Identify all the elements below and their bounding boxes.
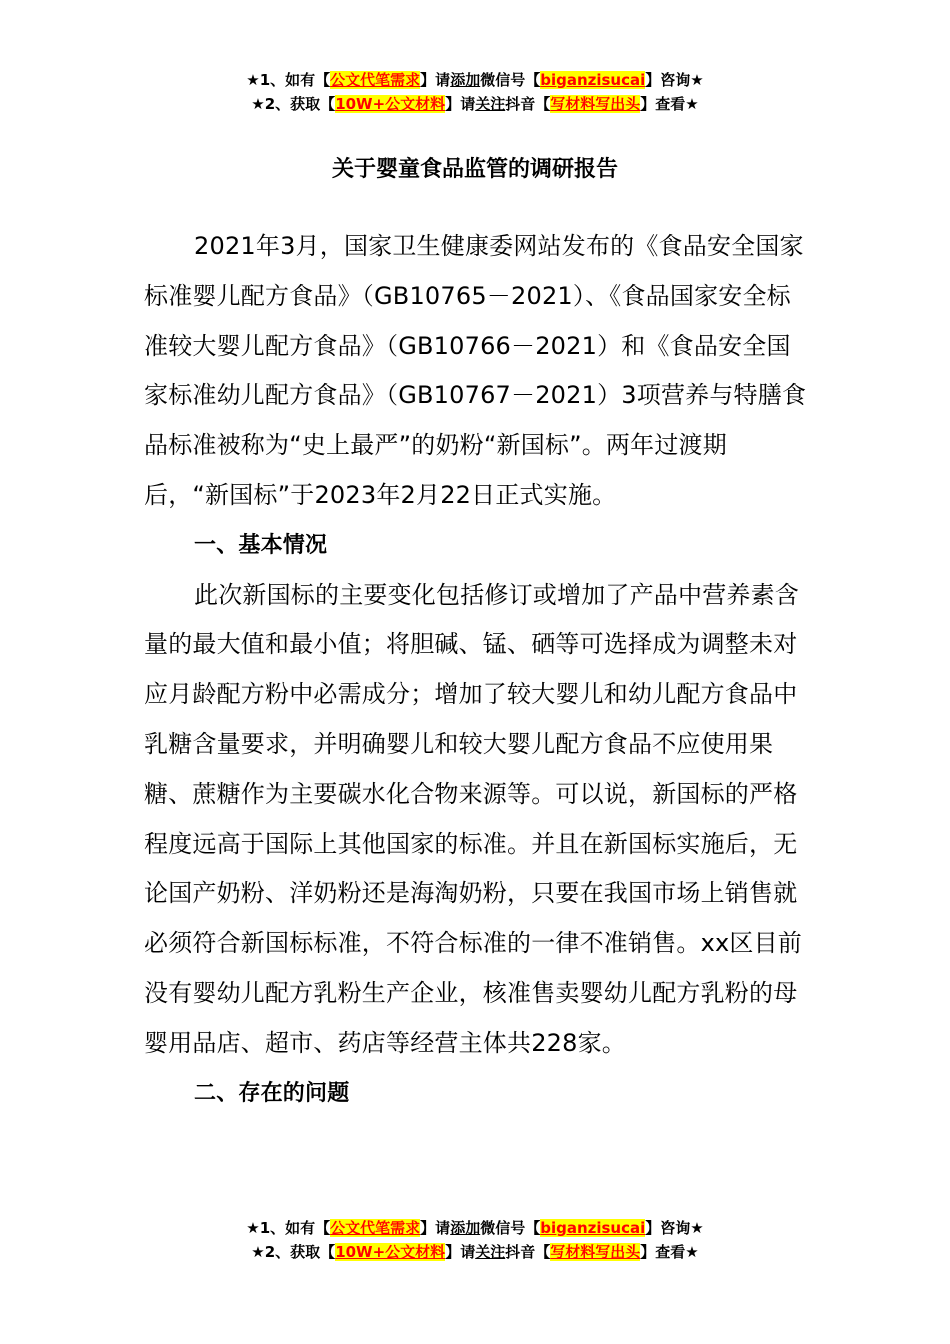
promo-text: 】咨询★ (645, 1219, 704, 1237)
paragraph-intro: 2021年3月，国家卫生健康委网站发布的《食品安全国家标准婴儿配方食品》（GB10765－2021）、《食品国家安全标准较大婴儿配方食品》（GB10766－2021）和《食品安全国家标准幼儿配方食品》（GB10767－2021）3项营养与特膳食品标准被称为“史上最严”的奶粉“新国标”。两年过渡期后，“新国标”于2023年2月22日正式实施。 (144, 232, 807, 509)
promo-text: 】咨询★ (645, 71, 704, 89)
promo-text: 】查看★ (640, 1243, 699, 1261)
douyin-id-highlight: 写材料写出头 (550, 1243, 641, 1261)
promo-line-1 (0, 68, 950, 92)
promo-text: 抖音【 (505, 1243, 551, 1261)
promo-line-1 (0, 1216, 950, 1240)
promo-text: 】请 (445, 95, 476, 113)
document-body (144, 222, 808, 1118)
promo-line-2 (0, 1240, 950, 1264)
promo-text: 抖音【 (505, 95, 551, 113)
promo-highlight: 10W+公文材料 (335, 95, 446, 113)
promo-text: 微信号【 (480, 71, 541, 89)
promo-text: ★2、获取【 (251, 95, 336, 113)
section-heading-problems: 二、存在的问题 (194, 1080, 350, 1106)
promo-underline: 添加 (450, 71, 481, 89)
promo-underline: 关注 (475, 1243, 506, 1261)
promo-text: 】请 (445, 1243, 476, 1261)
promo-banner-top (0, 68, 950, 116)
promo-text: 】查看★ (640, 95, 699, 113)
promo-line-2 (0, 92, 950, 116)
promo-text: 】请 (420, 1219, 451, 1237)
promo-underline: 关注 (475, 95, 506, 113)
paragraph-basic-situation: 此次新国标的主要变化包括修订或增加了产品中营养素含量的最大值和最小值；将胆碱、锰、硒等可选择成为调整未对应月龄配方粉中必需成分；增加了较大婴儿和幼儿配方食品中乳糖含量要求，并明确婴儿和较大婴儿配方食品不应使用果糖、蔗糖作为主要碳水化合物来源等。可以说，新国标的严格程度远高于国际上其他国家的标准。并且在新国标实施后，无论国产奶粉、洋奶粉还是海淘奶粉，只要在我国市场上销售就必须符合新国标标准，不符合标准的一律不准销售。xx区目前没有婴幼儿配方乳粉生产企业，核准售卖婴幼儿配方乳粉的母婴用品店、超市、药店等经营主体共228家。 (144, 580, 803, 1057)
promo-text: ★1、如有【 (246, 71, 331, 89)
promo-highlight: 公文代笔需求 (330, 71, 421, 89)
promo-highlight: 10W+公文材料 (335, 1243, 446, 1261)
wechat-id-highlight: biganzisucai (540, 71, 646, 89)
promo-text: ★1、如有【 (246, 1219, 331, 1237)
promo-banner-bottom (0, 1216, 950, 1264)
promo-text: 微信号【 (480, 1219, 541, 1237)
document-title: 关于婴童食品监管的调研报告 (331, 157, 618, 182)
wechat-id-highlight: biganzisucai (540, 1219, 646, 1237)
section-heading-basic: 一、基本情况 (194, 532, 328, 558)
douyin-id-highlight: 写材料写出头 (550, 95, 641, 113)
promo-highlight: 公文代笔需求 (330, 1219, 421, 1237)
promo-underline: 添加 (450, 1219, 481, 1237)
promo-text: 】请 (420, 71, 451, 89)
promo-text: ★2、获取【 (251, 1243, 336, 1261)
